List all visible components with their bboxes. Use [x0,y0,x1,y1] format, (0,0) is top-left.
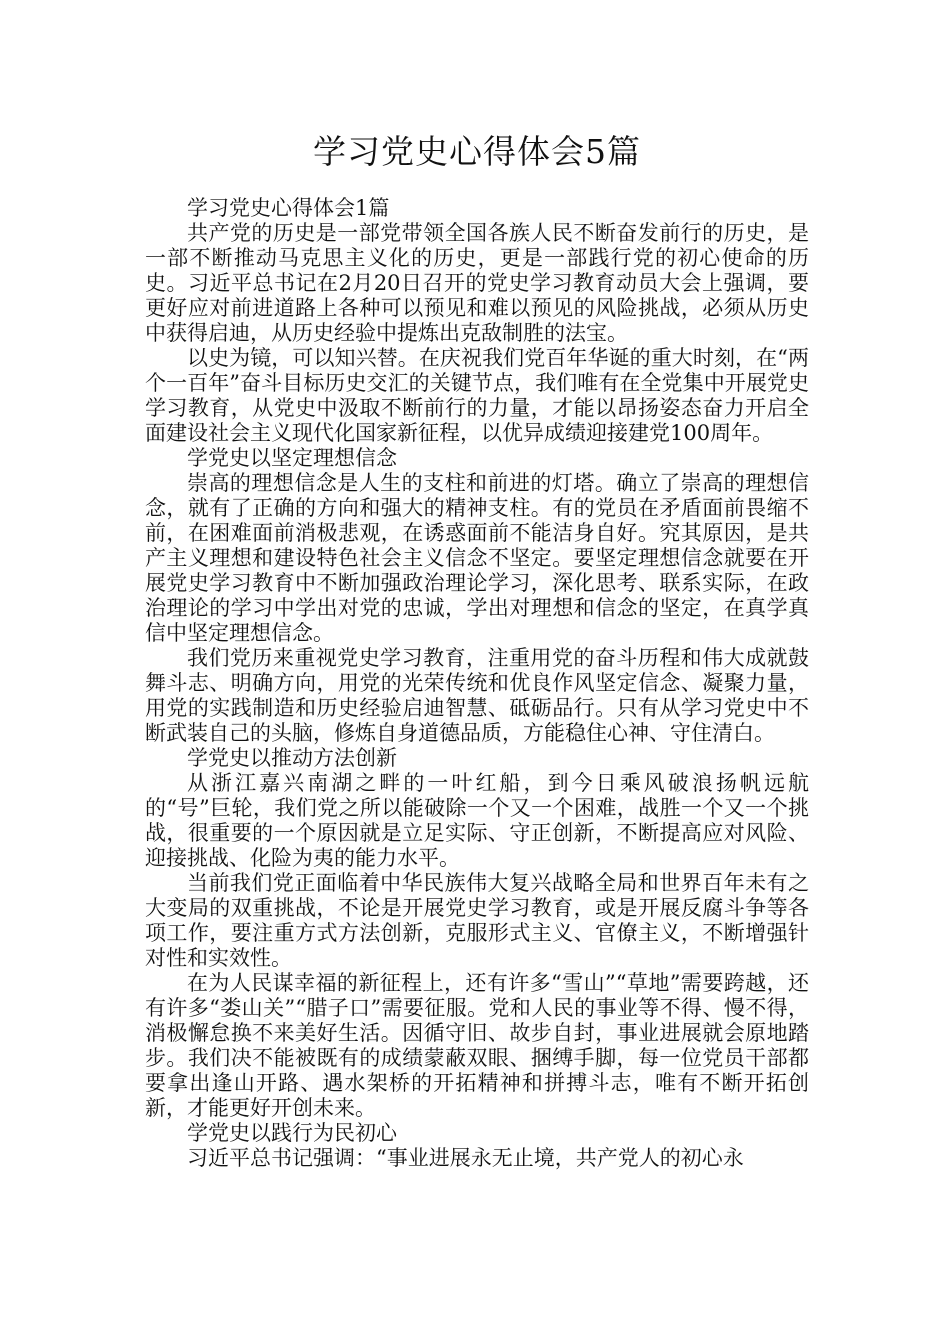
section-heading: 学党史以坚定理想信念 [187,446,397,470]
body-paragraph: 共产党的历史是一部党带领全国各族人民不断奋发前行的历史，是一部不断推动马克思主义化的历史，更是一部践行党的初心使命的历史。习近平总书记在2月20日召开的党史学习教育动员大会上强调，要更好应对前进道路上各种可以预见和难以预见的风险挑战，必须从历史中获得启迪，从历史经验中提炼出克敌制胜的法宝。 [145,221,809,345]
section-heading: 学党史以推动方法创新 [187,746,397,770]
body-paragraph: 我们党历来重视党史学习教育，注重用党的奋斗历程和伟大成就鼓舞斗志、明确方向，用党的光荣传统和优良作风坚定信念、凝聚力量，用党的实践制造和历史经验启迪智慧、砥砺品行。只有从学习党史中不断武装自己的头脑，修炼自身道德品质，方能稳住心神、守住清白。 [145,646,809,745]
document-title: 学习党史心得体会5篇 [313,132,641,171]
section-heading: 学党史以践行为民初心 [187,1121,397,1145]
document-page [145,120,809,1171]
body-paragraph: 以史为镜，可以知兴替。在庆祝我们党百年华诞的重大时刻，在“两个一百年”奋斗目标历史交汇的关键节点，我们唯有在全党集中开展党史学习教育，从党史中汲取不断前行的力量，才能以昂扬姿态奋力开启全面建设社会主义现代化国家新征程，以优异成绩迎接建党100周年。 [145,346,809,445]
body-paragraph: 从浙江嘉兴南湖之畔的一叶红船，到今日乘风破浪扬帆远航的“号”巨轮，我们党之所以能破除一个又一个困难，战胜一个又一个挑战，很重要的一个原因就是立足实际、守正创新，不断提高应对风险、迎接挑战、化险为夷的能力水平。 [145,771,809,870]
body-paragraph: 崇高的理想信念是人生的支柱和前进的灯塔。确立了崇高的理想信念，就有了正确的方向和强大的精神支柱。有的党员在矛盾面前畏缩不前，在困难面前消极悲观，在诱惑面前不能洁身自好。究其原因，是共产主义理想和建设特色社会主义信念不坚定。要坚定理想信念就要在开展党史学习教育中不断加强政治理论学习，深化思考、联系实际，在政治理论的学习中学出对党的忠诚，学出对理想和信念的坚定，在真学真信中坚定理想信念。 [145,471,809,645]
body-paragraph: 习近平总书记强调：“事业进展永无止境，共产党人的初心永 [187,1146,744,1170]
section-heading: 学习党史心得体会1篇 [187,196,390,220]
body-paragraph: 当前我们党正面临着中华民族伟大复兴战略全局和世界百年未有之大变局的双重挑战，不论是开展党史学习教育，或是开展反腐斗争等各项工作，要注重方式方法创新，克服形式主义、官僚主义，不断增强针对性和实效性。 [145,871,809,970]
document-body [145,196,809,1171]
body-paragraph: 在为人民谋幸福的新征程上，还有许多“雪山”“草地”需要跨越，还有许多“娄山关”“腊子口”需要征服。党和人民的事业等不得、慢不得，消极懈怠换不来美好生活。因循守旧、故步自封，事业进展就会原地踏步。我们决不能被既有的成绩蒙蔽双眼、捆缚手脚，每一位党员干部都要拿出逢山开路、遇水架桥的开拓精神和拼搏斗志，唯有不断开拓创新，才能更好开创未来。 [145,971,809,1120]
